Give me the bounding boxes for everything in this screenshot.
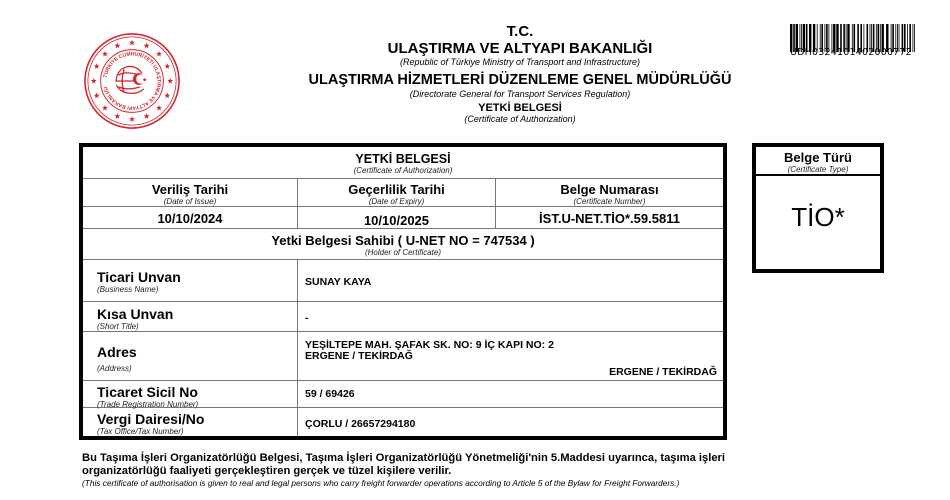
header-doc-title: YETKİ BELGESİ [478,102,562,114]
holder-title: Yetki Belgesi Sahibi ( U-NET NO = 747534 ) [271,233,535,248]
seal-star [114,113,120,119]
address-value-line2: ERGENE / TEKİRDAĞ [305,350,413,362]
seal-star [102,51,108,57]
certificate-type-value: TİO* [791,202,845,232]
issue-date-value: 10/10/2024 [157,211,223,226]
header-directorate-en: (Directorate General for Transport Services Regulation) [409,89,631,99]
seal-star [94,92,100,98]
seal-star [91,78,97,84]
address-label-en: (Address) [97,364,132,373]
field-row-short-title [83,302,723,332]
issue-date-label-en: (Date of Issue) [163,197,217,206]
seal-star [164,63,170,69]
seal-star [144,113,150,119]
svg-text:TÜRKİYE CUMHURİYETİ ULAŞTIRMA: TÜRKİYE CUMHURİYETİ ULAŞTIRMA VE ALTYAPI BAKANLIĞI [102,51,162,111]
seal-star [156,105,162,111]
address-label: Adres [97,344,137,360]
header-ministry: ULAŞTIRMA VE ALTYAPI BAKANLIĞI [387,40,653,57]
tax-office-label-en: (Tax Office/Tax Number) [97,427,184,436]
header-tc: T.C. [506,23,534,40]
certificate-number-header [495,179,723,206]
seal-star [102,105,108,111]
expiry-date-label-en: (Date of Expiry) [368,197,425,206]
barcode-number: UDH0324101402000772 [790,47,912,58]
address-value-line1: YEŞİLTEPE MAH. ŞAFAK SK. NO: 9 İÇ KAPI NO: 2 [305,339,554,351]
short-title-label-en: (Short Title) [97,322,139,331]
seal-star [144,43,150,49]
column-value-row [83,207,723,229]
business-name-label-en: (Business Name) [97,285,159,294]
certificate-title-en: (Certificate of Authorization) [353,166,453,175]
field-row-business-name [83,260,723,302]
field-row-tax-office [83,408,723,436]
header-ministry-en: (Republic of Türkiye Ministry of Transport and Infrastructure) [400,57,640,67]
seal-star [129,40,135,46]
certificate-type-label: Belge Türü [784,150,852,165]
footer-note [82,452,802,489]
issue-date-header [83,179,297,206]
business-name-value: SUNAY KAYA [305,276,372,288]
header-doc-title-en: (Certificate of Authorization) [464,114,576,124]
column-header-row [83,179,723,207]
trade-registration-value: 59 / 69426 [305,388,355,400]
expiry-date-value: 10/10/2025 [297,207,495,228]
seal-star [94,63,100,69]
certificate-title: YETKİ BELGESİ [355,152,451,166]
certificate-number-label-en: (Certificate Number) [573,197,646,206]
tax-office-value: ÇORLU / 26657294180 [305,418,416,430]
certificate-number-label: Belge Numarası [560,182,659,197]
seal-star [167,78,173,84]
expiry-date-label: Geçerlilik Tarihi [348,182,445,197]
ministry-seal-logo [83,32,181,130]
field-row-trade-registration [83,381,723,408]
short-title-label: Kısa Unvan [97,306,174,322]
holder-title-row [83,229,723,260]
certificate-type-header [756,147,880,176]
certificate-title-row [83,147,723,179]
holder-title-en: (Holder of Certificate) [364,248,442,257]
tax-office-label: Vergi Dairesi/No [97,411,205,427]
trade-registration-label-en: (Trade Registration Number) [97,400,199,409]
certificate-number-value: İST.U-NET.TİO*.59.5811 [495,207,723,228]
footer-text-tr: Bu Taşıma İşleri Organizatörlüğü Belgesi, Taşıma İşleri Organizatörlüğü Yönetmeliği'nin 5.Maddesi uyarınca, taşıma işleri organizatörlüğü faaliyeti gerçekleştiren gerçek ve tüzel kişilere verilir. [82,452,726,477]
header-directorate: ULAŞTIRMA HİZMETLERİ DÜZENLEME GENEL MÜDÜRLÜĞÜ [308,72,732,88]
seal-star [114,43,120,49]
certificate-type-box [752,143,884,273]
document-header [290,24,750,125]
address-value-right: ERGENE / TEKİRDAĞ [609,366,717,378]
business-name-label: Ticari Unvan [97,269,181,285]
short-title-value: - [305,312,309,324]
seal-star [129,116,135,122]
certificate-table [79,143,727,440]
seal-star [164,92,170,98]
field-row-address [83,332,723,381]
seal-star [156,51,162,57]
issue-date-label: Veriliş Tarihi [151,182,229,197]
footer-text-en: (This certificate of authorisation is given to real and legal persons who carry freight forwarder operations according to Article 5 of the Bylaw for Freight Forwarders.) [82,478,680,488]
expiry-date-header [297,179,495,206]
certificate-type-label-en: (Certificate Type) [787,165,849,174]
trade-registration-label: Ticaret Sicil No [97,384,198,400]
